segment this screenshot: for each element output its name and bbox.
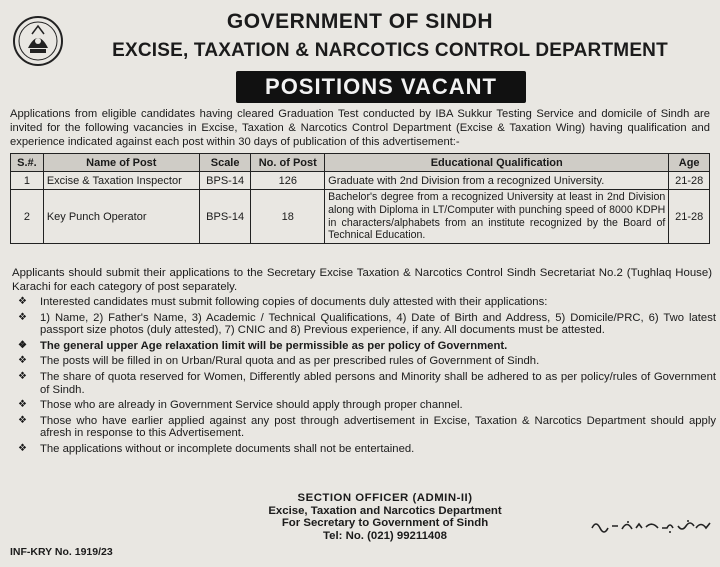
urdu-script-stamp [588,516,716,536]
table-row [11,190,710,244]
diamond-bullet-icon: ❖ [18,311,27,323]
cell-posts: 18 [251,190,325,244]
diamond-bullet-icon: ❖ [18,296,27,307]
signature-block [230,492,540,542]
list-item [12,312,716,337]
signatory-for: For Secretary to Government of Sindh [281,517,489,529]
col-header-name: Name of Post [43,154,199,172]
col-header-age: Age [669,154,710,172]
diamond-bullet-icon: ❖ [18,339,27,351]
list-item-text: Those who have earlier applied against any post through advertisement in Excise, Taxation & Narcotics Department should apply afresh in response to this Advertisement. [40,414,716,440]
positions-vacant-banner: POSITIONS VACANT [236,71,526,103]
signatory-title: SECTION OFFICER (ADMIN-II) [297,492,473,504]
diamond-bullet-icon: ❖ [18,442,27,454]
department-title: EXCISE, TAXATION & NARCOTICS CONTROL DEPARTMENT [112,40,668,61]
list-item [12,340,716,353]
list-item-text: Interested candidates must submit following copies of documents duly attested with their applications: [40,296,548,308]
table-row [11,172,710,190]
col-header-qualification: Educational Qualification [325,154,669,172]
list-item [12,371,716,396]
cell-posts: 126 [251,172,325,190]
signatory-department: Excise, Taxation and Narcotics Department [268,504,502,517]
cell-sn: 2 [11,190,44,244]
cell-scale: BPS-14 [199,172,251,190]
signatory-telephone: Tel: No. (021) 99211408 [323,529,447,542]
col-header-sn: S.#. [11,154,44,172]
diamond-bullet-icon: ❖ [18,370,27,382]
list-item-text: The applications without or incomplete documents shall not be entertained. [40,442,415,455]
cell-sn: 1 [11,172,44,190]
intro-paragraph: Applications from eligible candidates having cleared Graduation Test conducted by IBA Sukkur Testing Service and domicile of Sindh are invited for the following vacancies in Excise, Taxation & Narcotics Control Department (Excise & Taxation Wing) having qualification and experience indicated against each post within 30 days of publication of this advertisement:- [10,108,710,148]
cell-post-name: Key Punch Operator [43,190,199,244]
list-item [12,355,716,368]
table-header-row [11,154,710,172]
reference-number: INF-KRY No. 1919/23 [10,546,113,558]
list-item [12,296,716,309]
cell-qualification: Bachelor's degree from a recognized University at least in 2nd Division along with Diploma in LT/Computer with punching speed of 8000 KDPH in characters/alphabets from an institute recognized by the Board of Technical Education. [325,190,669,244]
instruction-list [12,296,716,459]
list-item-text: Those who are already in Government Service should apply through proper channel. [40,399,463,412]
cell-post-name: Excise & Taxation Inspector [43,172,199,190]
cell-scale: BPS-14 [199,190,251,244]
list-item [12,399,716,412]
cell-qualification: Graduate with 2nd Division from a recognized University. [325,172,669,190]
list-item [12,415,716,440]
diamond-bullet-icon: ❖ [18,399,27,411]
cell-age: 21-28 [669,190,710,244]
diamond-bullet-icon: ❖ [18,355,27,367]
list-item-text: The general upper Age relaxation limit will be permissible as per policy of Government. [40,339,508,352]
cell-age: 21-28 [669,172,710,190]
list-item-text: 1) Name, 2) Father's Name, 3) Academic / Technical Qualifications, 4) Date of Birth and Address, 5) Domicile/PRC, 6) Two latest passport size photos (duly attested), 7) CNIC and 8) Previous experience, if any. All documents must be attested. [40,311,716,337]
list-item [12,443,716,456]
list-item-text: The share of quota reserved for Women, Differently abled persons and Minority shall be adhered to as per policy/rules of Government of Sindh. [40,370,716,396]
vacancy-table [10,153,710,244]
col-header-posts: No. of Post [251,154,325,172]
col-header-scale: Scale [199,154,251,172]
diamond-bullet-icon: ❖ [18,414,27,426]
government-title: GOVERNMENT OF SINDH [226,10,494,33]
submission-note: Applicants should submit their applications to the Secretary Excise Taxation & Narcotics Control Sindh Secretariat No.2 (Tughlaq House) Karachi for each category of post separately. [12,267,712,293]
list-item-text: The posts will be filled in on Urban/Rural quota and as per prescribed rules of Government of Sindh. [40,355,540,368]
